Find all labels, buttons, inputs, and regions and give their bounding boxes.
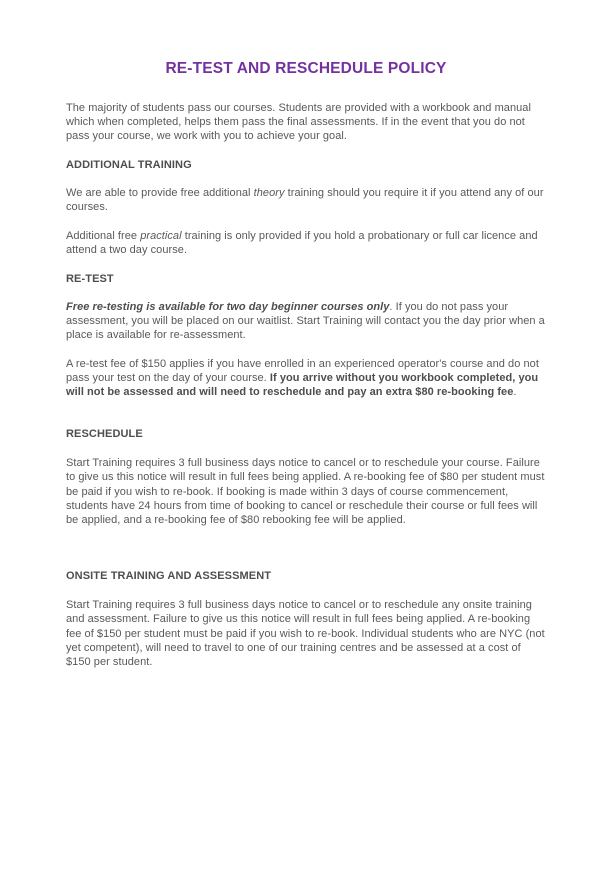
- section-heading-onsite-training: ONSITE TRAINING AND ASSESSMENT: [66, 570, 272, 583]
- spacer: [66, 441, 546, 456]
- text-run-italic: practical: [140, 229, 182, 242]
- text-run: A re-test fee of $150 applies if you have enrolled in an experienced operator's course and do not pass your test on the day of your course.: [66, 357, 539, 384]
- spacer: [66, 257, 546, 272]
- text-run: training should you require it if you attend any of our courses.: [66, 187, 544, 214]
- section-heading-reschedule: RESCHEDULE: [66, 428, 143, 441]
- spacer: [66, 527, 546, 569]
- text-run-italic: theory: [253, 187, 285, 200]
- paragraph-free-retesting: [66, 300, 546, 343]
- page-title: RE-TEST AND RESCHEDULE POLICY: [165, 60, 447, 77]
- document-content: [66, 60, 546, 669]
- paragraph-additional-theory: [66, 186, 546, 214]
- spacer: [66, 215, 546, 229]
- spacer: [66, 286, 546, 300]
- text-run: Additional free: [66, 229, 141, 242]
- section-heading-additional-training: ADDITIONAL TRAINING: [66, 159, 192, 172]
- text-run: .: [513, 386, 517, 399]
- paragraph-onsite-training: Start Training requires 3 full business days notice to cancel or to reschedule any onsite training and assessment. Failure to give us this notice will result in full fees being applied. A re-booking fee of $150 per student must be paid if you wish to re-book. Individual students who are NYC (not yet competent), will need to travel to one of our training centres and be assessed at a cost of $150 per student.: [66, 599, 545, 669]
- spacer: [66, 172, 546, 186]
- spacer: [66, 143, 546, 158]
- paragraph-additional-practical: [66, 229, 546, 257]
- text-run-bold-italic: Free re-testing is available for two day beginner courses only: [66, 301, 390, 314]
- spacer: [66, 343, 546, 357]
- text-run-bold: If you arrive without you workbook completed, you will not be assessed and will need to reschedule and pay an extra $80 re-booking fee: [66, 371, 539, 399]
- text-run: training is only provided if you hold a probationary or full car licence and attend a two day course.: [66, 229, 538, 256]
- intro-paragraph: The majority of students pass our courses. Students are provided with a workbook and manual which when completed, helps them pass the final assessments. If in the event that you do not pass your course, we work with you to achieve your goal.: [66, 101, 531, 142]
- text-run: We are able to provide free additional: [66, 187, 254, 200]
- spacer: [66, 583, 546, 598]
- section-heading-re-test: RE-TEST: [66, 273, 114, 286]
- paragraph-reschedule: Start Training requires 3 full business days notice to cancel or to reschedule your course. Failure to give us this notice will result in full fees being applied. A re-booking fee of $80 per student must be paid if you wish to re-book. If booking is made within 3 days of course commencement, students have 24 hours from time of booking to cancel or reschedule their course or full fees will be applied, and a re-booking fee of $80 rebooking fee will be applied.: [66, 457, 545, 527]
- paragraph-retest-fee: [66, 357, 546, 400]
- text-run: . If you do not pass your assessment, you will be placed on our waitlist. Start Training will contact you the day prior when a place is available for re-assessment.: [66, 301, 545, 342]
- spacer: [66, 399, 546, 427]
